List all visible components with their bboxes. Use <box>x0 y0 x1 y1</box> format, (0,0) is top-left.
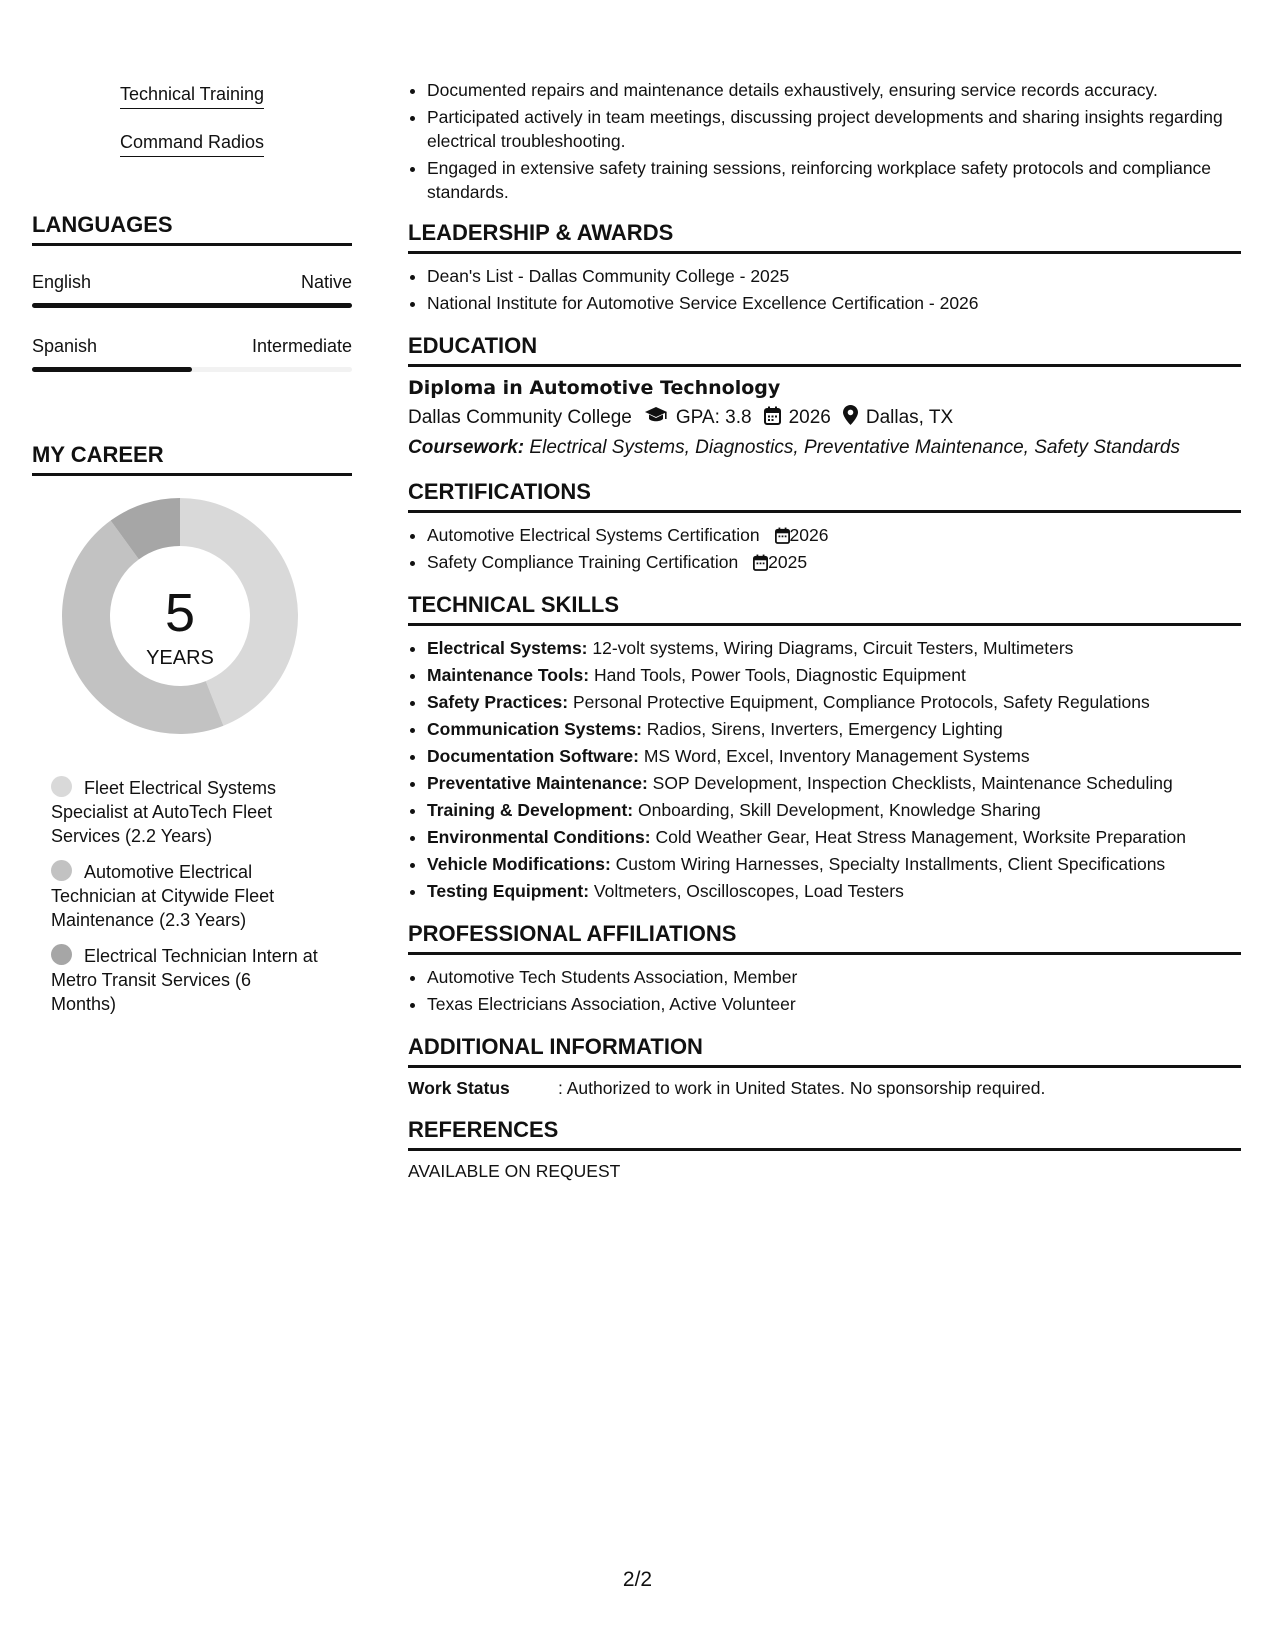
references-title: REFERENCES <box>408 1117 1241 1151</box>
location-pin-icon <box>843 405 858 431</box>
coursework-list: Electrical Systems, Diagnostics, Preventative Maintenance, Safety Standards <box>529 437 1180 458</box>
graduation-cap-icon <box>644 406 668 430</box>
education-details <box>408 405 1241 431</box>
language-level: Native <box>300 272 352 292</box>
skill-item <box>427 879 1241 903</box>
languages-title: LANGUAGES <box>32 212 352 246</box>
gpa: GPA: 3.8 <box>675 407 752 428</box>
career-legend-item <box>51 860 321 932</box>
certification-item <box>427 550 1241 574</box>
leadership-section <box>408 220 1241 315</box>
work-status-value: : Authorized to work in United States. No sponsorship required. <box>558 1078 1046 1098</box>
career-section <box>32 442 352 1016</box>
skill-value: Custom Wiring Harnesses, Specialty Installments, Client Specifications <box>615 854 1166 874</box>
certification-name: Safety Compliance Training Certification <box>427 552 739 572</box>
skills-list <box>408 636 1241 903</box>
additional-info-section <box>408 1034 1241 1099</box>
skill-item <box>427 663 1241 687</box>
additional-info-title: ADDITIONAL INFORMATION <box>408 1034 1241 1068</box>
calendar-icon <box>753 552 768 572</box>
skill-value: Radios, Sirens, Inverters, Emergency Lighting <box>646 719 1003 739</box>
language-proficiency-fill <box>32 367 192 372</box>
skill-label: Communication Systems: <box>427 719 642 739</box>
skill-value: SOP Development, Inspection Checklists, Maintenance Scheduling <box>652 773 1173 793</box>
language-level: Intermediate <box>251 336 352 356</box>
certification-year: 2026 <box>789 525 829 545</box>
work-status-label: Work Status <box>408 1078 510 1098</box>
certifications-section <box>408 479 1241 574</box>
skill-label: Documentation Software: <box>427 746 639 766</box>
skill-item <box>427 771 1241 795</box>
skill-label: Vehicle Modifications: <box>427 854 611 874</box>
skill-label: Preventative Maintenance: <box>427 773 648 793</box>
skill-value: Onboarding, Skill Development, Knowledge Sharing <box>638 800 1041 820</box>
skill-value: Hand Tools, Power Tools, Diagnostic Equipment <box>593 665 966 685</box>
career-legend-label: Automotive Electrical Technician at Citywide Fleet Maintenance (2.3 Years) <box>51 862 275 930</box>
skill-label: Environmental Conditions: <box>427 827 651 847</box>
skill-item <box>427 798 1241 822</box>
certification-item <box>427 523 1241 547</box>
legend-dot <box>51 776 72 797</box>
skill-label: Training & Development: <box>427 800 634 820</box>
skills-section <box>408 592 1241 903</box>
education-section <box>408 333 1241 459</box>
left-column <box>32 78 352 1028</box>
skill-value: Cold Weather Gear, Heat Stress Management, Worksite Preparation <box>655 827 1186 847</box>
coursework <box>408 437 1241 459</box>
skill-item <box>427 636 1241 660</box>
career-total-unit: YEARS <box>146 647 214 669</box>
career-legend-label: Electrical Technician Intern at Metro Transit Services (6 Months) <box>51 946 318 1014</box>
legend-dot <box>51 860 72 881</box>
skill-value: 12-volt systems, Wiring Diagrams, Circuit Testers, Multimeters <box>592 638 1074 658</box>
career-legend-label: Fleet Electrical Systems Specialist at AutoTech Fleet Services (2.2 Years) <box>51 778 277 846</box>
skill-value: Personal Protective Equipment, Compliance Protocols, Safety Regulations <box>572 692 1150 712</box>
experience-bullet: • Engaged in extensive safety training sessions, reinforcing workplace safety protocols and compliance standards. <box>427 156 1241 204</box>
skill-label: Testing Equipment: <box>427 881 590 901</box>
skill-value: Voltmeters, Oscilloscopes, Load Testers <box>593 881 904 901</box>
career-donut-chart <box>32 494 352 764</box>
skill-tag: Command Radios <box>120 126 264 157</box>
award-item: • National Institute for Automotive Service Excellence Certification - 2026 <box>427 291 1241 315</box>
experience-bullet: • Participated actively in team meetings, discussing project developments and sharing insights regarding electrical troubleshooting. <box>427 105 1241 153</box>
graduation-year: 2026 <box>788 407 831 428</box>
education-title: EDUCATION <box>408 333 1241 367</box>
skill-item <box>427 852 1241 876</box>
page-number: 2/2 <box>622 1568 653 1591</box>
career-legend <box>32 776 352 1016</box>
skill-item <box>427 825 1241 849</box>
skill-value: MS Word, Excel, Inventory Management Systems <box>643 746 1030 766</box>
education-location: Dallas, TX <box>865 407 954 428</box>
career-legend-item <box>51 776 321 848</box>
skill-label: Safety Practices: <box>427 692 569 712</box>
leadership-title: LEADERSHIP & AWARDS <box>408 220 1241 254</box>
affiliations-title: PROFESSIONAL AFFILIATIONS <box>408 921 1241 955</box>
language-name: Spanish <box>32 336 98 356</box>
skill-item <box>427 744 1241 768</box>
references-text: AVAILABLE ON REQUEST <box>408 1161 621 1181</box>
skill-item <box>427 717 1241 741</box>
skill-item <box>427 690 1241 714</box>
calendar-icon <box>764 406 781 431</box>
degree-name: Diploma in Automotive Technology <box>408 377 781 399</box>
work-status-row <box>408 1078 1241 1099</box>
affiliation-item: • Automotive Tech Students Association, Member <box>427 965 1241 989</box>
award-item: • Dean's List - Dallas Community College - 2025 <box>427 264 1241 288</box>
affiliations-section <box>408 921 1241 1016</box>
career-total-number: 5 <box>164 583 196 643</box>
language-proficiency-bar <box>32 367 352 372</box>
career-legend-item <box>51 944 321 1016</box>
right-column <box>408 78 1241 1200</box>
skills-title: TECHNICAL SKILLS <box>408 592 1241 626</box>
affiliation-item: • Texas Electricians Association, Active Volunteer <box>427 992 1241 1016</box>
skill-label: Maintenance Tools: <box>427 665 590 685</box>
career-title: MY CAREER <box>32 442 352 476</box>
certification-year: 2025 <box>768 552 808 572</box>
language-name: English <box>32 272 92 292</box>
coursework-label: Coursework: <box>408 437 525 458</box>
references-section <box>408 1117 1241 1182</box>
legend-dot <box>51 944 72 965</box>
school-name: Dallas Community College <box>408 407 632 428</box>
skill-label: Electrical Systems: <box>427 638 588 658</box>
skill-tags <box>32 78 352 174</box>
language-item <box>32 336 352 372</box>
language-item <box>32 272 352 308</box>
language-proficiency-fill <box>32 303 352 308</box>
skill-tag: Technical Training <box>120 78 264 109</box>
language-proficiency-bar <box>32 303 352 308</box>
certification-name: Automotive Electrical Systems Certification <box>427 525 760 545</box>
languages-section <box>32 212 352 372</box>
experience-bullets <box>408 78 1241 204</box>
experience-bullet: • Documented repairs and maintenance details exhaustively, ensuring service records accuracy. <box>427 78 1241 102</box>
certifications-title: CERTIFICATIONS <box>408 479 1241 513</box>
calendar-icon <box>775 525 790 545</box>
